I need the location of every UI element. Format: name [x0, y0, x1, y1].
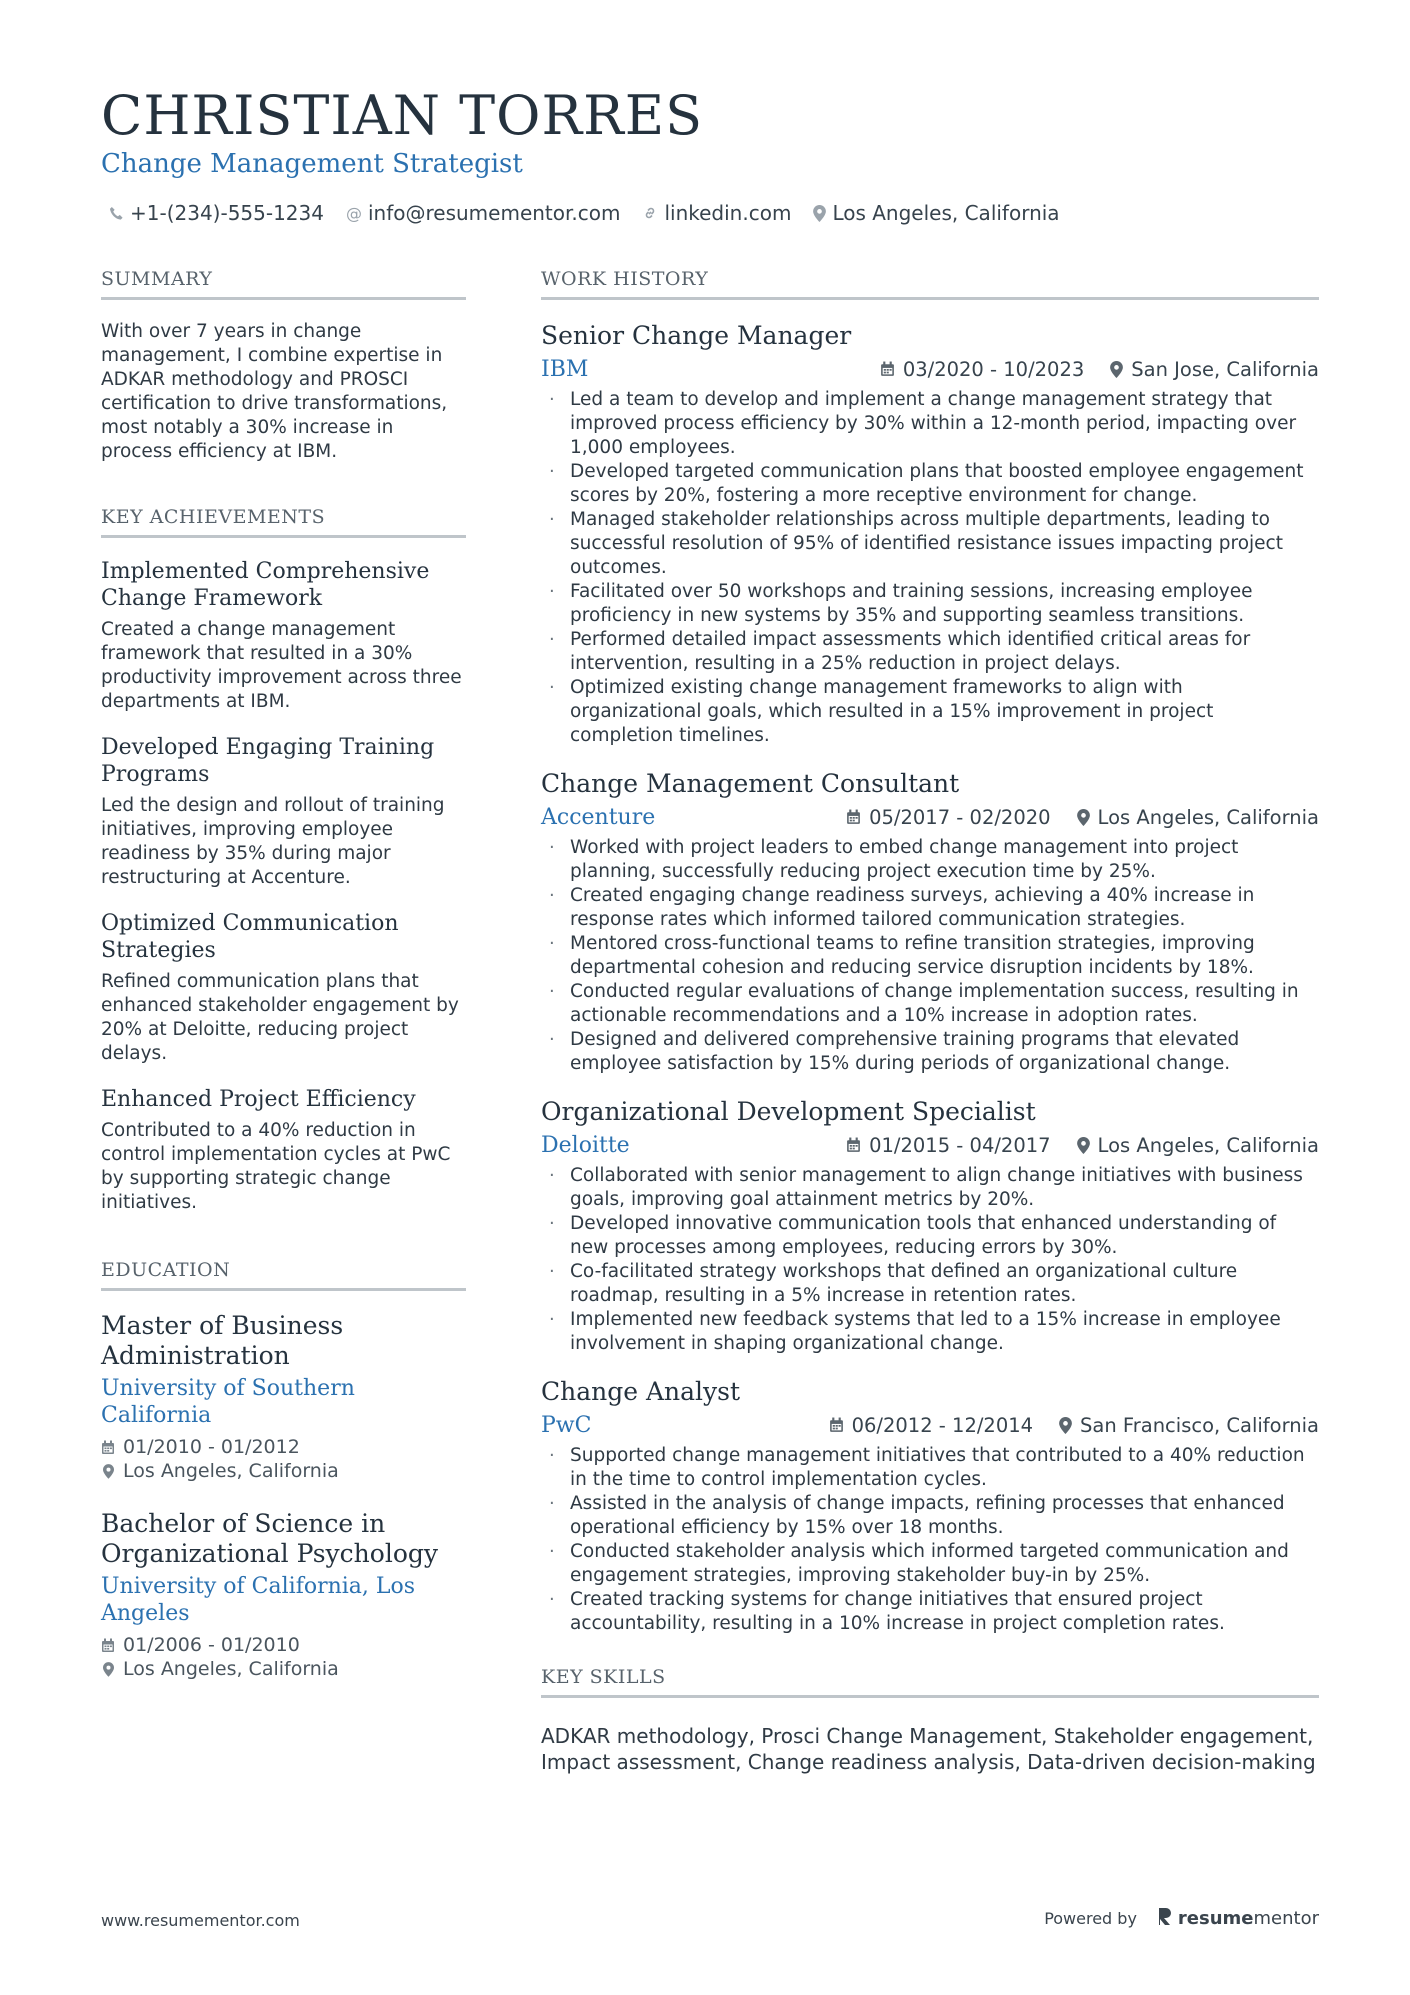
job-bullet: · Assisted in the analysis of change impacts, refining processes that enhanced operational efficiency by 15% over 18 months. — [541, 1492, 1319, 1540]
job-company: PwC — [541, 1412, 592, 1438]
education-location-text: Los Angeles, California — [123, 1460, 339, 1482]
job-meta — [829, 1414, 1319, 1437]
job-bullet: · Conducted regular evaluations of change implementation success, resulting in actionable recommendations and a 10% increase in adoption rates. — [541, 980, 1319, 1028]
job-company: Accenture — [541, 804, 656, 830]
candidate-title: Change Management Strategist — [101, 149, 523, 179]
summary-text: With over 7 years in change management, I combine expertise in ADKAR methodology and PROSCI certification to drive transformations, most notably a 30% increase in process efficiency at IBM. — [101, 321, 448, 462]
education-dates-text: 01/2006 - 01/2010 — [123, 1634, 300, 1656]
job-entry — [541, 768, 1319, 1076]
achievement-text: Led the design and rollout of training initiatives, improving employee readiness by 35% during major restructuring at Accenture. — [101, 795, 445, 888]
job-company: IBM — [541, 356, 589, 382]
brand-mark-icon — [1157, 1906, 1173, 1931]
calendar-icon — [846, 809, 861, 825]
job-bullet: · Co-facilitated strategy workshops that defined an organizational culture roadmap, resulting in a 5% increase in retention rates. — [541, 1260, 1319, 1308]
calendar-icon — [101, 1440, 115, 1455]
education-heading: EDUCATION — [101, 1259, 466, 1291]
powered-by-text: Powered by — [1044, 1909, 1137, 1928]
education-location — [101, 1657, 466, 1681]
contact-location — [813, 201, 1059, 225]
job-bullet: · Implemented new feedback systems that led to a 15% increase in employee involvement in shaping organizational change. — [541, 1308, 1319, 1356]
job-location — [1110, 358, 1319, 381]
achievement-title: Developed Engaging Training Programs — [101, 735, 435, 787]
education-degree: Master of Business Administration — [101, 1311, 344, 1370]
contact-email[interactable] — [346, 201, 620, 225]
job-bullet: · Mentored cross-functional teams to refine transition strategies, improving departmental cohesion and reducing service disruption incidents by 18%. — [541, 932, 1319, 980]
job-bullet: · Developed targeted communication plans that boosted employee engagement scores by 20%, fostering a more receptive environment for change. — [541, 460, 1319, 508]
education-location-text: Los Angeles, California — [123, 1658, 339, 1680]
linkedin-text[interactable]: linkedin.com — [664, 201, 792, 225]
email-text[interactable]: info@resumementor.com — [367, 201, 621, 225]
education-location — [101, 1459, 466, 1483]
job-bullets — [541, 1164, 1319, 1356]
job-bullet: · Facilitated over 50 workshops and training sessions, increasing employee proficiency in new systems by 35% and supporting seamless transitions. — [541, 580, 1319, 628]
achievement-text: Created a change management framework that resulted in a 30% productivity improvement across three departments at IBM. — [101, 619, 462, 712]
achievement-title: Optimized Communication Strategies — [101, 911, 399, 963]
summary-section — [101, 268, 466, 464]
job-title: Senior Change Manager — [541, 321, 852, 350]
phone-icon — [109, 206, 124, 221]
job-bullet: · Designed and delivered comprehensive training programs that elevated employee satisfaction by 15% during periods of organizational change. — [541, 1028, 1319, 1076]
achievement-item — [101, 910, 466, 1066]
achievements-section — [101, 506, 466, 1215]
job-bullet: · Collaborated with senior management to align change initiatives with business goals, improving goal attainment metrics by 20%. — [541, 1164, 1319, 1212]
map-pin-icon — [1059, 1417, 1072, 1434]
job-entry — [541, 320, 1319, 748]
job-entry — [541, 1096, 1319, 1356]
job-bullet: · Optimized existing change management frameworks to align with organizational goals, which resulted in a 15% improvement in project completion timelines. — [541, 676, 1319, 748]
skills-section — [541, 1666, 1319, 1775]
job-location-text: Los Angeles, California — [1097, 1133, 1319, 1157]
map-pin-icon — [1110, 361, 1123, 378]
calendar-icon — [880, 361, 895, 377]
job-bullet: · Created engaging change readiness surveys, achieving a 40% increase in response rates which informed tailored communication strategies. — [541, 884, 1319, 932]
link-icon — [642, 205, 658, 221]
job-bullets — [541, 836, 1319, 1076]
achievement-text: Refined communication plans that enhanced stakeholder engagement by 20% at Deloitte, reducing project delays. — [101, 971, 459, 1064]
left-column — [101, 268, 466, 1681]
calendar-icon — [829, 1417, 844, 1433]
candidate-name: CHRISTIAN TORRES — [101, 84, 704, 147]
achievement-title: Implemented Comprehensive Change Framework — [101, 559, 430, 611]
job-location-text: Los Angeles, California — [1097, 805, 1319, 829]
job-location-text: San Jose, California — [1131, 357, 1319, 381]
map-pin-icon — [813, 205, 826, 222]
contact-phone — [109, 201, 324, 225]
skills-heading: KEY SKILLS — [541, 1666, 1319, 1698]
job-location — [1059, 1414, 1319, 1437]
job-bullet: · Performed detailed impact assessments which identified critical areas for intervention, resulting in a 25% reduction in project delays. — [541, 628, 1319, 676]
achievement-item — [101, 558, 466, 714]
education-section — [101, 1259, 466, 1681]
footer-branding — [1044, 1906, 1319, 1931]
job-info-row — [541, 1130, 1319, 1160]
education-item — [101, 1311, 466, 1483]
job-dates — [829, 1414, 1033, 1437]
job-location — [1077, 1134, 1319, 1157]
job-title: Change Management Consultant — [541, 769, 960, 798]
job-dates-text: 01/2015 - 04/2017 — [869, 1133, 1051, 1157]
contact-bar — [109, 200, 1060, 226]
at-icon: @ — [345, 203, 362, 223]
achievement-item — [101, 734, 466, 890]
achievements-heading: KEY ACHIEVEMENTS — [101, 506, 466, 538]
job-meta — [880, 358, 1319, 381]
calendar-icon — [101, 1638, 115, 1653]
footer-website[interactable]: www.resumementor.com — [101, 1911, 300, 1930]
education-item — [101, 1509, 466, 1681]
location-text: Los Angeles, California — [832, 201, 1060, 225]
education-dates-text: 01/2010 - 01/2012 — [123, 1436, 300, 1458]
job-title: Change Analyst — [541, 1377, 741, 1406]
phone-text: +1-(234)-555-1234 — [130, 201, 324, 225]
job-bullet: · Led a team to develop and implement a change management strategy that improved process efficiency by 30% within a 12-month period, impacting over 1,000 employees. — [541, 388, 1319, 460]
job-bullet: · Conducted stakeholder analysis which informed targeted communication and engagement strategies, improving stakeholder buy-in by 25%. — [541, 1540, 1319, 1588]
education-school: University of Southern California — [101, 1376, 355, 1428]
job-dates — [880, 358, 1084, 381]
skills-text: ADKAR methodology, Prosci Change Management, Stakeholder engagement, Impact assessment, Change readiness analysis, Data-driven decision-making — [541, 1724, 1316, 1774]
job-info-row — [541, 354, 1319, 384]
job-info-row — [541, 802, 1319, 832]
map-pin-icon — [1077, 1137, 1090, 1154]
job-dates — [846, 1134, 1050, 1157]
achievement-title: Enhanced Project Efficiency — [101, 1087, 416, 1112]
job-bullets — [541, 1444, 1319, 1636]
resume-page — [101, 0, 1319, 1995]
contact-linkedin[interactable] — [642, 201, 791, 225]
calendar-icon — [846, 1137, 861, 1153]
job-bullet: · Created tracking systems for change initiatives that ensured project accountability, resulting in a 10% increase in project completion rates. — [541, 1588, 1319, 1636]
brand-name-bold: resume — [1177, 1908, 1254, 1929]
job-meta — [846, 806, 1319, 829]
job-bullet: · Developed innovative communication tools that enhanced understanding of new processes among employees, reducing errors by 30%. — [541, 1212, 1319, 1260]
job-bullets — [541, 388, 1319, 748]
summary-heading: SUMMARY — [101, 268, 466, 300]
education-degree: Bachelor of Science in Organizational Psychology — [101, 1509, 438, 1568]
job-bullet: · Managed stakeholder relationships across multiple departments, leading to successful resolution of 95% of identified resistance issues impacting project outcomes. — [541, 508, 1319, 580]
education-school: University of California, Los Angeles — [101, 1574, 416, 1626]
job-dates-text: 06/2012 - 12/2014 — [851, 1413, 1034, 1437]
map-pin-icon — [101, 1464, 115, 1479]
achievement-item — [101, 1086, 466, 1215]
job-info-row — [541, 1410, 1319, 1440]
brand-logo[interactable] — [1157, 1906, 1319, 1931]
job-title: Organizational Development Specialist — [541, 1097, 1036, 1126]
job-dates — [846, 806, 1050, 829]
job-company: Deloitte — [541, 1132, 630, 1158]
right-column — [541, 268, 1319, 1775]
job-bullet: · Supported change management initiatives that contributed to a 40% reduction in the time to control implementation cycles. — [541, 1444, 1319, 1492]
map-pin-icon — [101, 1662, 115, 1677]
map-pin-icon — [1077, 809, 1090, 826]
job-dates-text: 03/2020 - 10/2023 — [902, 357, 1085, 381]
achievement-text: Contributed to a 40% reduction in control implementation cycles at PwC by supporting strategic change initiatives. — [101, 1120, 451, 1213]
education-dates — [101, 1633, 466, 1657]
job-location-text: San Francisco, California — [1080, 1413, 1319, 1437]
job-location — [1077, 806, 1319, 829]
brand-name-light: mentor — [1253, 1908, 1319, 1929]
work-history-heading: WORK HISTORY — [541, 268, 1319, 300]
education-dates — [101, 1435, 466, 1459]
job-meta — [846, 1134, 1319, 1157]
job-bullet: · Worked with project leaders to embed change management into project planning, successfully reducing project execution time by 25%. — [541, 836, 1319, 884]
job-dates-text: 05/2017 - 02/2020 — [869, 805, 1051, 829]
job-entry — [541, 1376, 1319, 1636]
